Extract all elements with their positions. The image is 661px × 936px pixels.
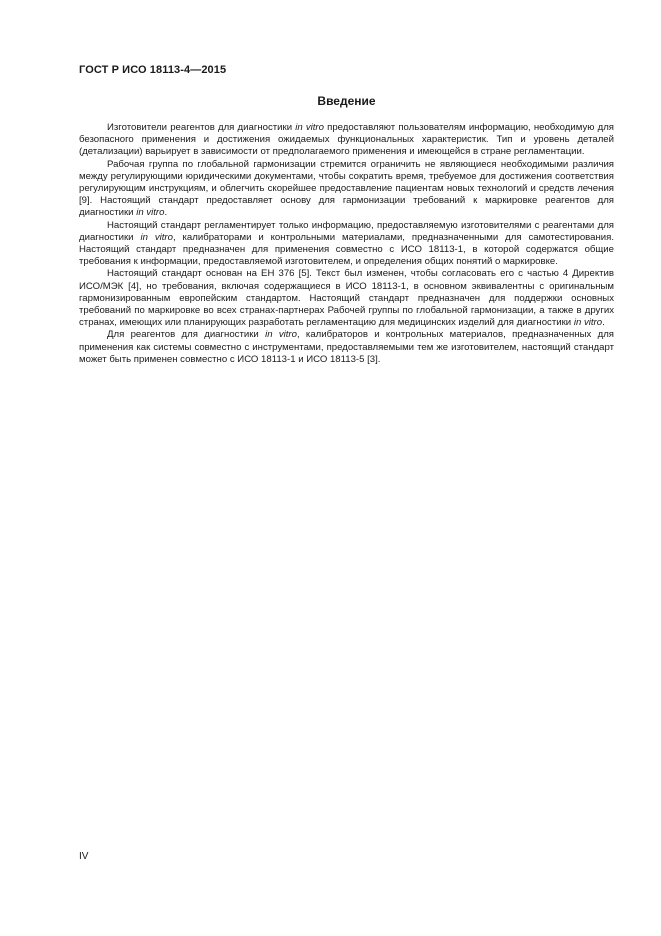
paragraph: Для реагентов для диагностики in vitro, калибраторов и контрольных материалов, предназначенных для применения как системы совместно с инструментами, предоставляемыми тем же изготовителем, настоящий стандарт может быть применен совместно с ИСО 18113-1 и ИСО 18113-5 [3].: [79, 329, 614, 365]
paragraph: Настоящий стандарт основан на ЕН 376 [5]. Текст был изменен, чтобы согласовать его с частью 4 Директив ИСО/МЭК [4], но требования, включая содержащиеся в ИСО 18113-1, в основном эквивалентны с оригинальным гармонизированным европейским стандартом. Настоящий стандарт предназначен для поддержки основных требований по маркировке во всех странах-партнерах Рабочей группы по глобальной гармонизации, а также в других странах, имеющих или планирующих разработать регламентацию для медицинских изделий для диагностики in vitro.: [79, 268, 614, 329]
paragraph: Настоящий стандарт регламентирует только информацию, предоставляемую изготовителями с реагентами для диагностики in vitro, калибраторами и контрольными материалами, предназначенными для самотестирования. Настоящий стандарт предназначен для применения совместно с ИСО 18113-1, в которой содержатся общие требования к информации, предоставляемой изготовителем, и определения общих понятий о маркировке.: [79, 219, 615, 268]
paragraph: Изготовители реагентов для диагностики in vitro предоставляют пользователям информацию, необходимую для безопасного применения и достижения ожидаемых функциональных характеристик. Тип и уровень деталей (детализации) варьирует в зависимости от предполагаемого применения и имеющейся в стране регламентации.: [79, 122, 614, 158]
section-title: Введение: [317, 94, 376, 108]
body-text: [79, 122, 614, 366]
page-number: IV: [79, 851, 89, 862]
paragraph: Рабочая группа по глобальной гармонизации стремится ограничить не являющиеся необходимыми различия между регулирующими юридическими документами, чтобы сократить время, требуемое для достижения соответствия регулирующим инструкциям, и облегчить скорейшее предоставление пациентам новых технологий и средств лечения [9]. Настоящий стандарт предоставляет основу для гармонизации требований к маркировке реагентов для диагностики in vitro.: [79, 158, 614, 219]
document-header: ГОСТ Р ИСО 18113-4—2015: [79, 64, 227, 76]
